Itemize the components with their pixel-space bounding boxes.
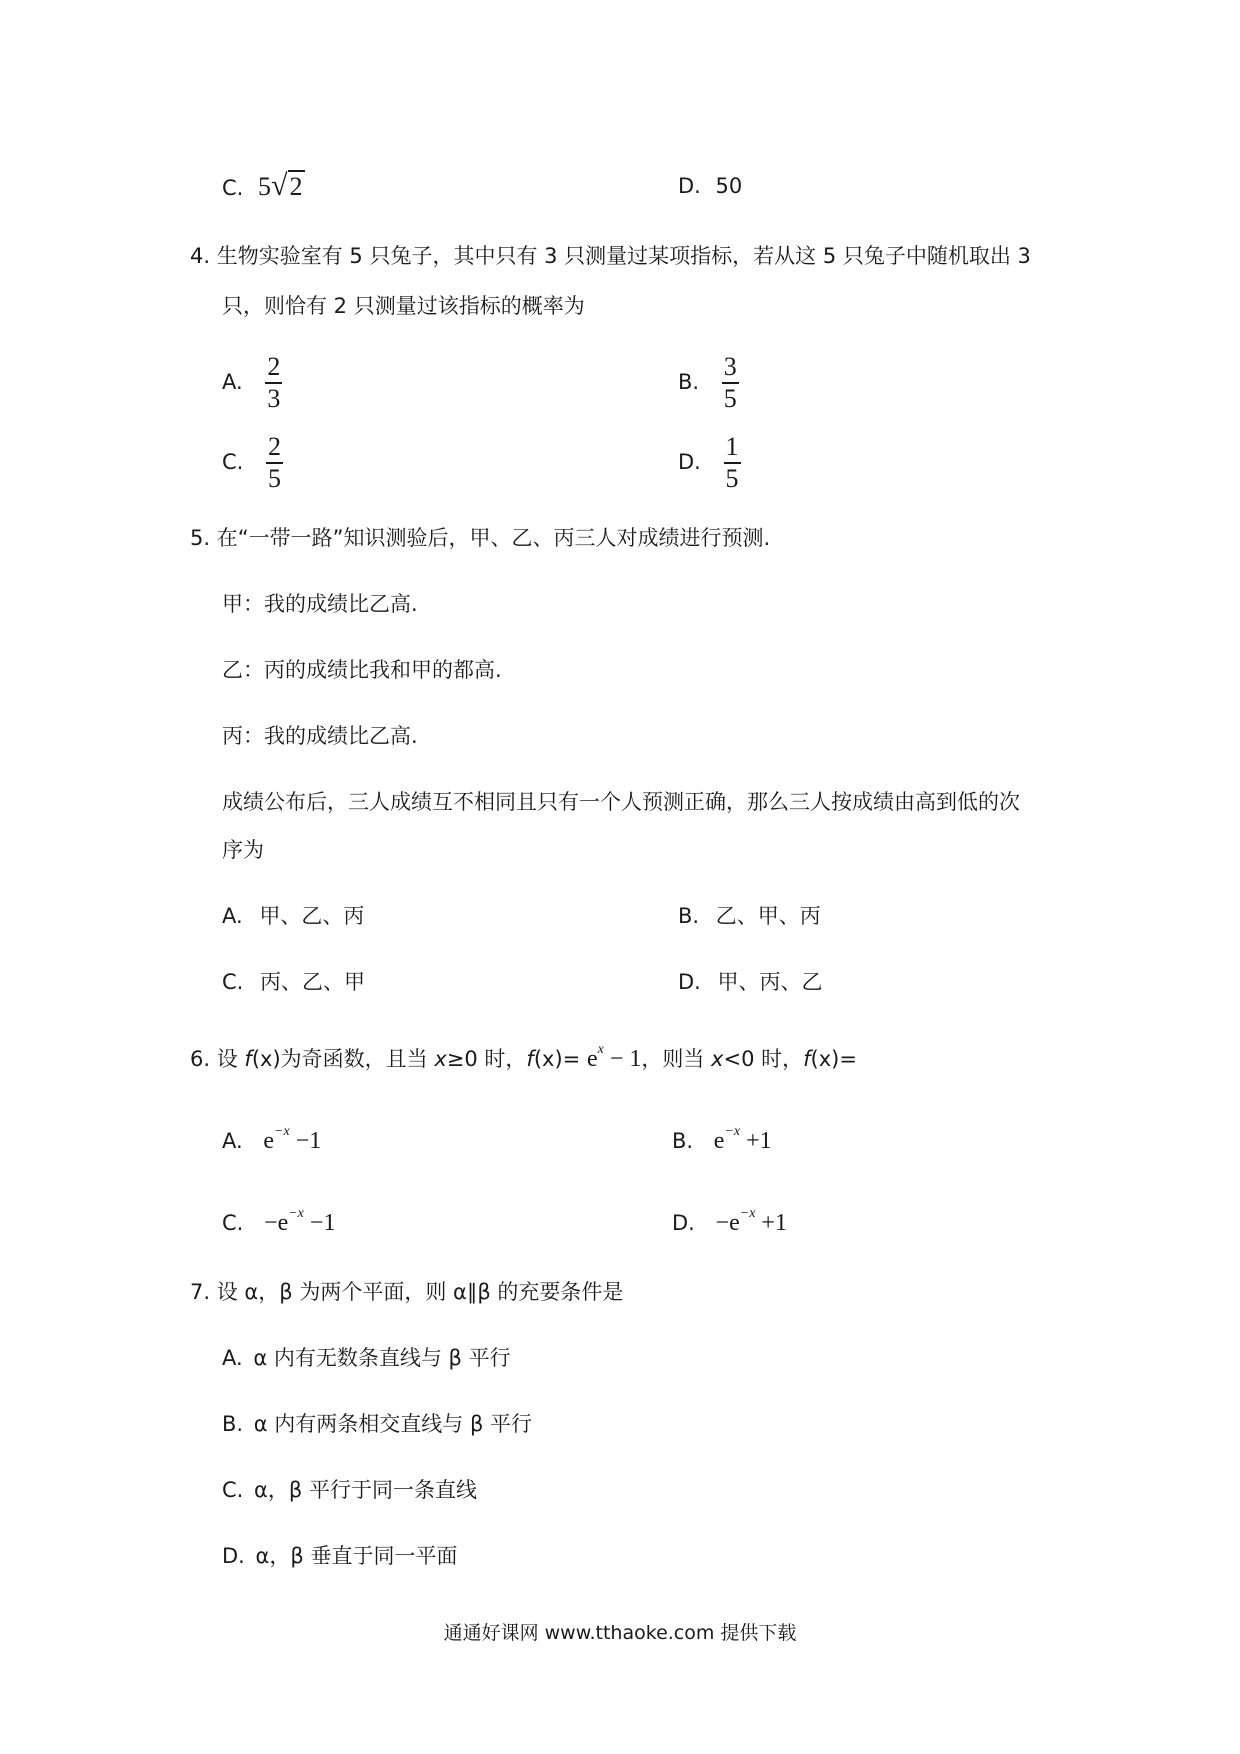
option-text: 甲、丙、乙 (717, 970, 823, 994)
option-text: α，β 垂直于同一平面 (255, 1544, 458, 1568)
stem-text: 为奇函数，且当 (280, 1047, 435, 1071)
q6-option-c (222, 1204, 335, 1237)
option-label: D. (222, 1544, 245, 1568)
q5-line6: 序为 (222, 838, 264, 862)
option-label: C. (222, 450, 244, 474)
stem-text: ，则当 (641, 1047, 712, 1071)
exp-base: e (713, 1128, 725, 1154)
option-text: 甲、乙、丙 (259, 904, 365, 928)
radicand: 2 (289, 172, 303, 201)
q7-stem (190, 1278, 623, 1306)
exp-sign: − (715, 1210, 730, 1236)
option-expression (713, 1124, 772, 1154)
option-text: 50 (715, 174, 743, 198)
numerator: 2 (265, 352, 282, 384)
option-label: D. (678, 450, 701, 474)
stem-text: ≥0 时， (446, 1047, 527, 1071)
option-label: B. (222, 1412, 244, 1436)
variable: x (711, 1047, 724, 1071)
option-expression (263, 1124, 322, 1154)
option-label: C. (222, 1478, 244, 1502)
question-number: 5. (190, 526, 211, 550)
option-label: C. (222, 1211, 244, 1235)
q4-line1 (190, 242, 1031, 270)
option-label: A. (222, 370, 243, 394)
stem-text: <0 时， (723, 1047, 804, 1071)
q4-line2: 只，则恰有 2 只测量过该指标的概率为 (222, 294, 585, 318)
numerator: 1 (724, 432, 741, 464)
option-text: α，β 平行于同一条直线 (254, 1478, 477, 1502)
q7-option-a (222, 1344, 511, 1372)
question-number: 7. (190, 1280, 211, 1304)
q4-option-d (678, 432, 741, 494)
option-expression (264, 1206, 336, 1236)
function-arg: (x) (810, 1047, 840, 1071)
option-text: α 内有无数条直线与 β 平行 (253, 1346, 511, 1370)
exp-tail: −1 (303, 1210, 336, 1236)
exp-base: e (729, 1210, 740, 1236)
denominator: 5 (723, 384, 737, 413)
option-label: D. (678, 970, 701, 994)
question-text: 在“一带一路”知识测验后，甲、乙、丙三人对成绩进行预测. (216, 526, 771, 550)
q6-option-b (672, 1122, 772, 1155)
fraction (266, 432, 283, 494)
numerator: 2 (266, 432, 283, 464)
q7-option-b (222, 1410, 532, 1438)
q3-option-d (678, 172, 742, 200)
function-arg: (x) (251, 1047, 281, 1071)
stem-text: 设 (216, 1047, 245, 1071)
option-label: A. (222, 1346, 243, 1370)
option-text: α 内有两条相交直线与 β 平行 (253, 1412, 533, 1436)
q4-option-a (222, 352, 282, 414)
exp-power: −x (288, 1206, 304, 1221)
denominator: 5 (268, 464, 282, 493)
denominator: 3 (267, 384, 281, 413)
exp-tail: −1 (289, 1128, 322, 1154)
fraction (722, 352, 739, 414)
exp-base: e (263, 1128, 275, 1154)
exp-power: −x (724, 1124, 741, 1139)
equals-sign: = (839, 1047, 857, 1071)
exponential-expression (586, 1042, 642, 1072)
q5-statement-bing: 丙：我的成绩比乙高. (222, 724, 418, 748)
denominator: 5 (725, 464, 739, 493)
exp-power: −x (274, 1124, 290, 1139)
exp-base: e (586, 1046, 598, 1072)
question-number: 4. (190, 244, 211, 268)
option-text: 丙、乙、甲 (260, 970, 366, 994)
q3-option-c (222, 169, 305, 202)
question-text: 设 α，β 为两个平面，则 α∥β 的充要条件是 (216, 1280, 624, 1304)
q5-statement-yi: 乙：丙的成绩比我和甲的都高. (222, 658, 502, 682)
numerator: 3 (722, 352, 739, 384)
variable: x (434, 1047, 447, 1071)
option-expression (715, 1206, 787, 1236)
q6-option-a (222, 1122, 321, 1155)
exp-tail: +1 (755, 1210, 787, 1236)
option-label: C. (222, 176, 244, 200)
question-number: 6. (190, 1047, 211, 1071)
fraction (724, 432, 741, 494)
option-label: A. (222, 1129, 243, 1153)
exp-tail: − 1 (603, 1046, 642, 1072)
q5-option-c (222, 968, 365, 996)
exp-sign: − (264, 1210, 278, 1236)
equals-sign: = (562, 1047, 587, 1071)
q5-line1 (190, 524, 770, 552)
option-text: 乙、甲、丙 (715, 904, 821, 928)
q6-option-d (672, 1204, 787, 1237)
q5-statement-jia: 甲：我的成绩比乙高. (222, 592, 418, 616)
q6-stem (190, 1040, 857, 1073)
exp-base: e (277, 1210, 289, 1236)
exp-power: −x (739, 1206, 756, 1221)
option-label: B. (678, 904, 700, 928)
sqrt-expression (258, 169, 304, 202)
function-symbol: f (244, 1047, 252, 1071)
exp-power: x (597, 1042, 604, 1057)
q7-option-c (222, 1476, 477, 1504)
option-label: B. (672, 1129, 694, 1153)
function-symbol: f (526, 1047, 534, 1071)
q5-line5: 成绩公布后，三人成绩互不相同且只有一个人预测正确，那么三人按成绩由高到低的次 (222, 790, 1020, 814)
option-label: D. (678, 174, 701, 198)
option-label: B. (678, 370, 700, 394)
option-label: D. (672, 1211, 695, 1235)
page-footer: 通通好课网 www.tthaoke.com 提供下载 (443, 1622, 797, 1644)
q5-option-a (222, 902, 364, 930)
function-symbol: f (803, 1047, 811, 1071)
fraction (265, 352, 282, 414)
q4-option-b (678, 352, 739, 414)
question-text: 生物实验室有 5 只兔子，其中只有 3 只测量过某项指标，若从这 5 只兔子中随机取出 3 (216, 244, 1031, 268)
q7-option-d (222, 1542, 457, 1570)
sqrt-coefficient: 5 (258, 172, 272, 201)
option-label: A. (222, 904, 243, 928)
q5-option-b (678, 902, 821, 930)
q5-option-d (678, 968, 823, 996)
q4-option-c (222, 432, 283, 494)
option-label: C. (222, 970, 244, 994)
exp-tail: +1 (740, 1128, 772, 1154)
function-arg: (x) (533, 1047, 563, 1071)
radical-sign: √ (271, 169, 288, 202)
